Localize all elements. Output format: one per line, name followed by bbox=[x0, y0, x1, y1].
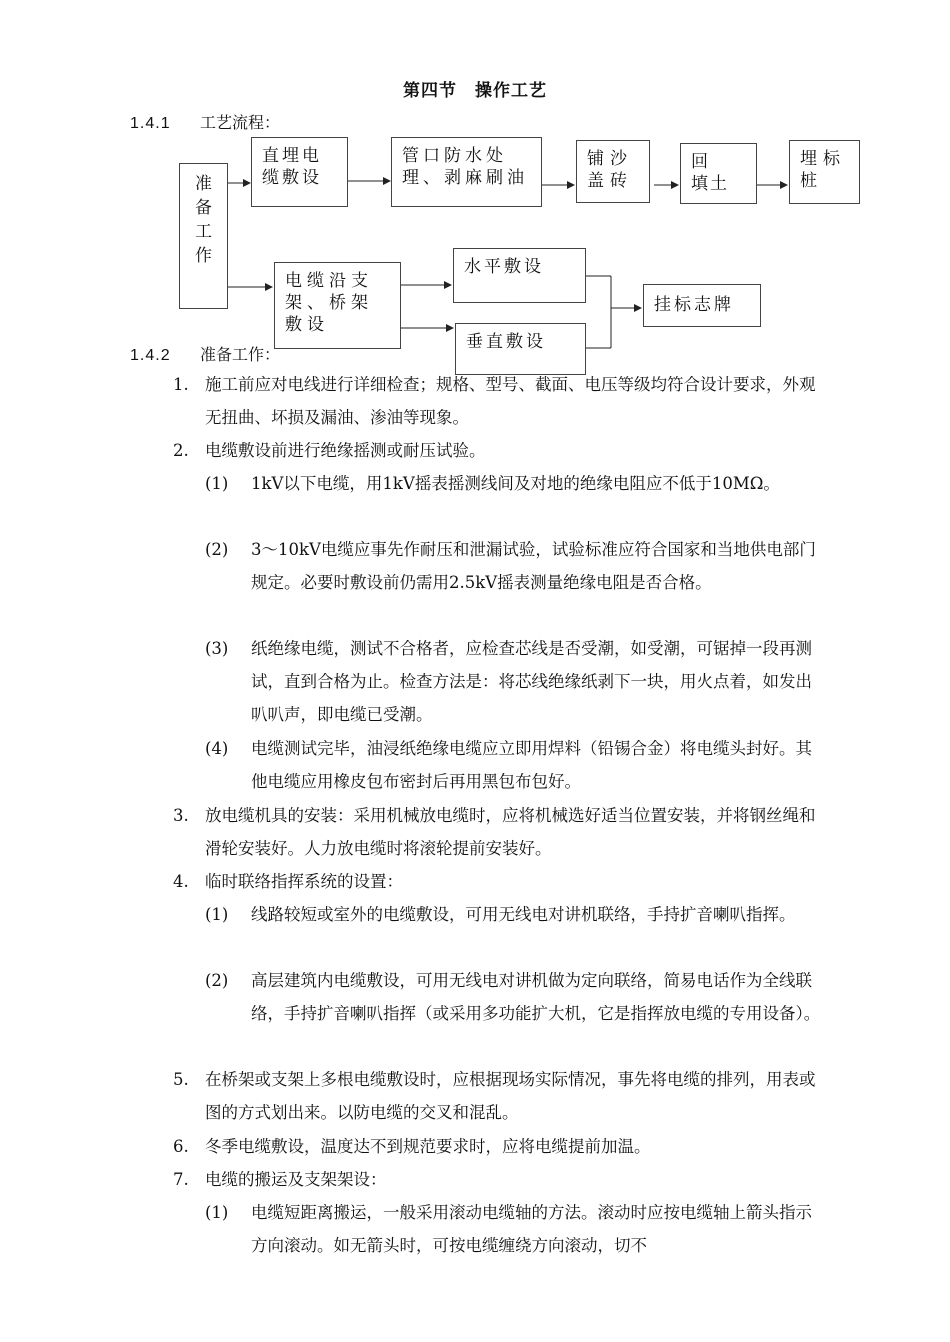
item-text: 冬季电缆敷设，温度达不到规范要求时，应将电缆提前加温。 bbox=[205, 1137, 651, 1156]
item-text: 电缆敷设前进行绝缘摇测或耐压试验。 bbox=[205, 441, 486, 460]
flow-prep-char: 准 bbox=[195, 174, 212, 194]
flow-box-pipe-mouth: 管口防水处理、剥麻刷油 bbox=[391, 137, 542, 207]
item-number: (3) bbox=[205, 639, 229, 658]
item-text: 1kV以下电缆，用1kV摇表摇测线间及对地的绝缘电阻应不低于10MΩ。 bbox=[251, 474, 780, 493]
flow-box-prep bbox=[179, 163, 228, 309]
flow-box-marker-pile: 埋标桩 bbox=[789, 140, 860, 204]
item-text: 纸绝缘电缆，测试不合格者，应检查芯线是否受潮，如受潮，可锯掉一段再测试，直到合格为止。检查方法是：将芯线绝缘纸剥下一块，用火点着，如发出叭叭声，即电缆已受潮。 bbox=[251, 639, 812, 724]
item-text: 电缆短距离搬运，一般采用滚动电缆轴的方法。滚动时应按电缆轴上箭头指示方向滚动。如无箭头时，可按电缆缠绕方向滚动，切不 bbox=[251, 1203, 812, 1255]
item-text: 施工前应对电线进行详细检查；规格、型号、截面、电压等级均符合设计要求，外观无扭曲、坏损及漏油、渗油等现象。 bbox=[205, 375, 816, 427]
page-title: 第四节 操作工艺 bbox=[403, 81, 547, 101]
section-label: 准备工作： bbox=[200, 345, 281, 364]
flow-box-direct-bury: 直埋电缆敷设 bbox=[251, 137, 348, 207]
item-number: 1. bbox=[173, 375, 189, 394]
item-text: 在桥架或支架上多根电缆敷设时，应根据现场实际情况，事先将电缆的排列，用表或图的方式划出来。以防电缆的交叉和混乱。 bbox=[205, 1070, 816, 1122]
item-number: (1) bbox=[205, 474, 229, 493]
item-number: 5. bbox=[173, 1070, 189, 1089]
item-text: 3～10kV电缆应事先作耐压和泄漏试验，试验标准应符合国家和当地供电部门规定。必要时敷设前仍需用2.5kV摇表测量绝缘电阻是否合格。 bbox=[251, 540, 816, 592]
item-text: 放电缆机具的安装：采用机械放电缆时，应将机械选好适当位置安装，并将钢丝绳和滑轮安装好。人力放电缆时将滚轮提前安装好。 bbox=[205, 806, 816, 858]
item-text: 临时联络指挥系统的设置： bbox=[205, 872, 403, 891]
flow-box-vertical: 垂直敷设 bbox=[455, 323, 586, 375]
item-number: 3. bbox=[173, 806, 189, 825]
flow-prep-char: 工 bbox=[195, 222, 212, 242]
item-number: (1) bbox=[205, 1203, 229, 1222]
section-number: 1.4.2 bbox=[130, 347, 171, 364]
item-number: (1) bbox=[205, 905, 229, 924]
flow-box-sand-brick: 铺沙盖砖 bbox=[576, 140, 650, 203]
section-number: 1.4.1 bbox=[130, 115, 171, 132]
section-1-4-2 bbox=[130, 342, 280, 365]
flow-prep-char: 作 bbox=[195, 246, 212, 266]
item-text: 线路较短或室外的电缆敷设，可用无线电对讲机联络，手持扩音喇叭指挥。 bbox=[251, 905, 796, 924]
item-number: 7. bbox=[173, 1170, 189, 1189]
item-number: (2) bbox=[205, 971, 229, 990]
item-text: 电缆的搬运及支架架设： bbox=[205, 1170, 387, 1189]
item-number: 6. bbox=[173, 1137, 189, 1156]
flow-box-sign: 挂标志牌 bbox=[643, 284, 761, 327]
flow-box-tray-lay: 电缆沿支架、桥架敷设 bbox=[274, 262, 401, 349]
item-number: (4) bbox=[205, 739, 229, 758]
item-text: 高层建筑内电缆敷设，可用无线电对讲机做为定向联络，简易电话作为全线联络，手持扩音喇叭指挥（或采用多功能扩大机，它是指挥放电缆的专用设备）。 bbox=[251, 971, 821, 1023]
flow-box-horizontal: 水平敷设 bbox=[453, 248, 586, 303]
section-label: 工艺流程： bbox=[200, 113, 281, 132]
item-number: (2) bbox=[205, 540, 229, 559]
flow-prep-char: 备 bbox=[195, 198, 212, 218]
item-text: 电缆测试完毕，油浸纸绝缘电缆应立即用焊料（铅锡合金）将电缆头封好。其他电缆应用橡皮包布密封后再用黑包布包好。 bbox=[251, 739, 812, 791]
flow-box-backfill: 回 填土 bbox=[680, 143, 757, 204]
item-number: 4. bbox=[173, 872, 189, 891]
item-number: 2. bbox=[173, 441, 189, 460]
